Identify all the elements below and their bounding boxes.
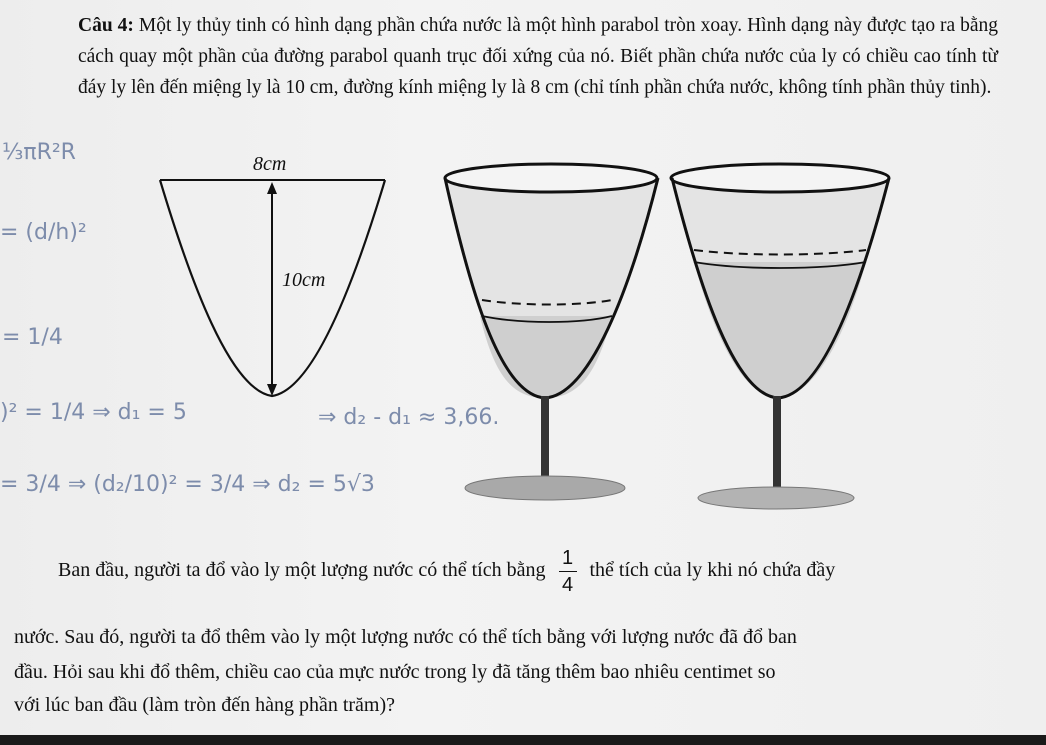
handwriting-line-1: ⅓πR²R — [2, 140, 76, 165]
handwriting-line-4: )² = 1/4 ⇒ d₁ = 5 — [0, 400, 187, 425]
height-label: 10cm — [282, 269, 326, 291]
bottom-line-3: đầu. Hỏi sau khi đổ thêm, chiều cao của mực nước trong ly đã tăng thêm bao nhiêu centimet so — [14, 661, 776, 683]
question-intro: Một ly thủy tinh có hình dạng phần chứa nước là một hình parabol tròn xoay. Hình dạng này được tạo ra bằng cách quay một phần của đường parabol quanh trục đối xứng của nó. Biết phần chứa nước của ly có chiều cao tính từ đáy ly lên đến miệng ly là 10 cm, đường kính miệng ly là 8 cm (chỉ tính phần chứa nước, không tính phần thủy tinh). — [78, 15, 999, 98]
glass-base — [465, 476, 625, 500]
arrow-head-top-icon — [267, 182, 277, 194]
glass-stem — [541, 396, 549, 478]
glass-base — [698, 487, 854, 509]
glass-initial-water — [445, 164, 658, 500]
bottom-line-2: nước. Sau đó, người ta đổ thêm vào ly một lượng nước có thể tích bằng với lượng nước đã đổ ban — [14, 626, 797, 648]
question-label: Câu 4: — [78, 15, 134, 36]
handwriting-line-2: = (d/h)² — [0, 220, 87, 245]
fraction-bar — [559, 571, 577, 572]
bottom-text-part-2: thể tích của ly khi nó chứa đầy — [589, 559, 836, 582]
glass-stem — [773, 396, 781, 490]
glass-rim — [445, 164, 657, 192]
handwriting-line-3: = 1/4 — [2, 325, 63, 350]
handwriting-line-6: = 3/4 ⇒ (d₂/10)² = 3/4 ⇒ d₂ = 5√3 — [0, 472, 375, 497]
glass-rim — [671, 164, 889, 192]
fraction-denominator: 4 — [561, 574, 574, 596]
fraction-one-quarter — [559, 546, 577, 597]
bottom-line-1 — [58, 546, 1028, 597]
parabola-diagram — [160, 153, 385, 396]
bottom-text-part-1: Ban đầu, người ta đổ vào ly một lượng nước có thể tích bằng — [58, 559, 546, 582]
fraction-numerator: 1 — [561, 547, 574, 569]
dark-bottom-edge — [0, 735, 1046, 745]
bottom-line-4: với lúc ban đầu (làm tròn đến hàng phần trăm)? — [14, 694, 396, 716]
handwriting-line-5: ⇒ d₂ - d₁ ≈ 3,66. — [318, 405, 500, 430]
glass-added-water — [671, 164, 889, 509]
diameter-label: 8cm — [253, 153, 287, 175]
